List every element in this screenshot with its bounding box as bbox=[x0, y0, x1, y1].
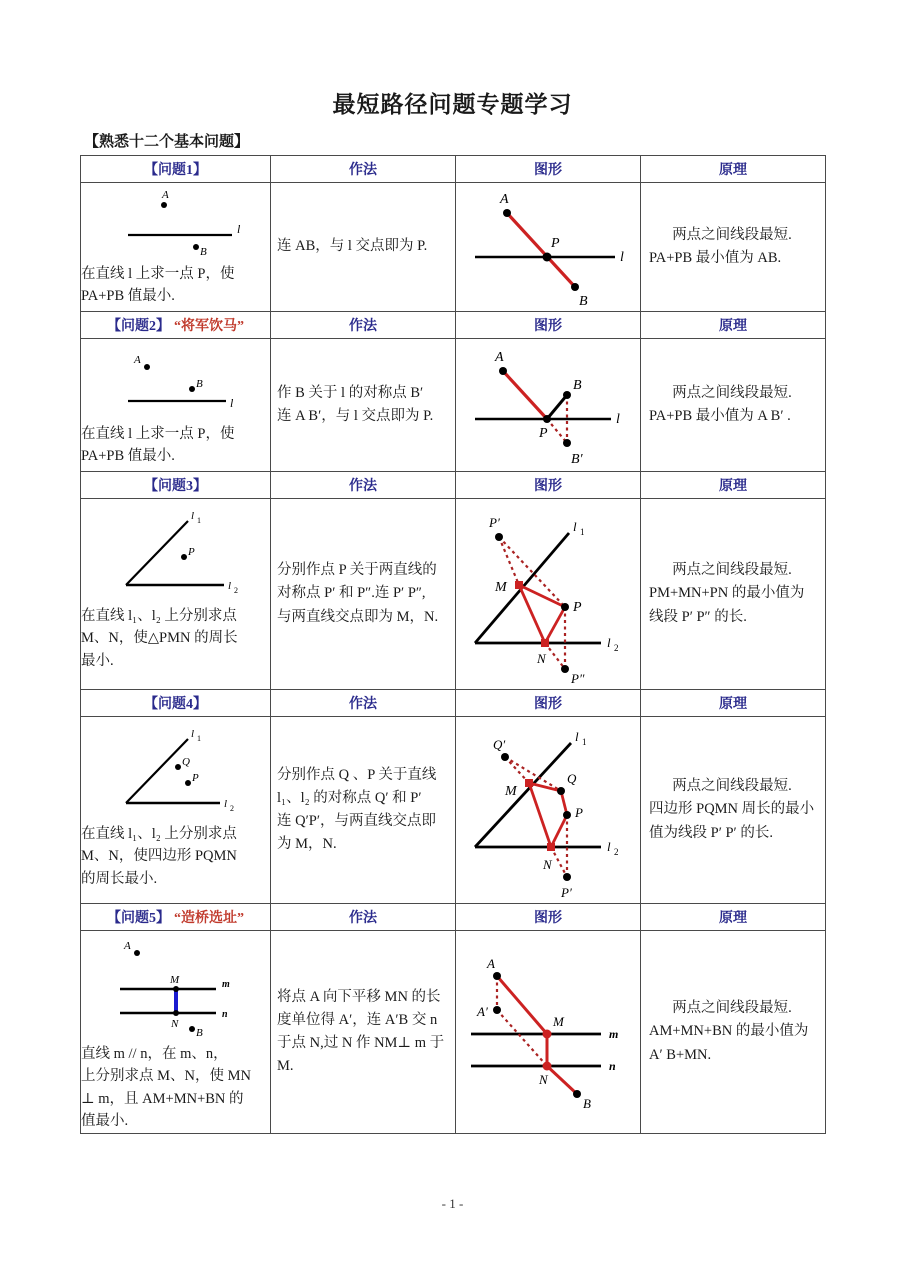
svg-text:P: P bbox=[551, 236, 560, 251]
svg-text:m: m bbox=[608, 1026, 618, 1041]
principle-cell-2 bbox=[641, 339, 826, 472]
svg-text:M: M bbox=[552, 1013, 564, 1029]
statement-text-2: 在直线 l 上求一点 P，使 PA+PB 值最小. bbox=[81, 426, 235, 465]
principle-text-1: 两点之间线段最短. PA+PB 最小值为 AB. bbox=[649, 226, 792, 266]
problem-statement-cell-2 bbox=[81, 339, 271, 472]
svg-text:1: 1 bbox=[581, 737, 586, 747]
method-text-1: 连 AB，与 l 交点即为 P. bbox=[277, 238, 428, 255]
principle-cell-3 bbox=[641, 499, 826, 690]
method-text-2: 作 B 关于 l 的对称点 B′ 连 A B′，与 l 交点即为 P. bbox=[277, 384, 434, 424]
svg-text:Q′: Q′ bbox=[492, 737, 505, 752]
figure-label-l: l bbox=[236, 222, 240, 236]
figure-cell-4 bbox=[456, 717, 641, 904]
svg-text:2: 2 bbox=[229, 804, 234, 813]
figure-cell-5 bbox=[456, 931, 641, 1134]
table-row bbox=[81, 183, 826, 312]
solution-figure-2 bbox=[463, 339, 633, 471]
column-header-figure-2: 图形 bbox=[456, 312, 641, 339]
problem-figure-4 bbox=[81, 717, 270, 821]
svg-text:A: A bbox=[495, 350, 504, 365]
method-text-5: 将点 A 向下平移 MN 的长 度单位得 A′，连 A′B 交 n 于点 N,过 N 作 NM⊥ m 于 M. bbox=[277, 988, 445, 1075]
svg-text:N: N bbox=[536, 651, 546, 666]
principle-text-5: 两点之间线段最短. AM+MN+BN 的最小值为 A′ B+MN. bbox=[649, 1000, 809, 1063]
svg-text:l: l bbox=[223, 798, 227, 810]
statement-text-5: 直线 m // n，在 m、n， 上分别求点 M、N，使 MN ⊥ m，且 AM+MN+BN 的 值最小. bbox=[81, 1046, 251, 1130]
column-header-method-3: 作法 bbox=[271, 472, 456, 499]
svg-text:l: l bbox=[190, 728, 194, 740]
problem-label-3: 【问题3】 bbox=[144, 479, 207, 494]
solution-figure-1 bbox=[463, 183, 633, 311]
svg-text:A: A bbox=[486, 955, 495, 971]
svg-text:Q: Q bbox=[566, 771, 576, 786]
problem-statement-cell-3 bbox=[81, 499, 271, 690]
svg-text:A′: A′ bbox=[476, 1003, 488, 1019]
section-label: 【熟悉十二个基本问题】 bbox=[84, 134, 250, 150]
column-header-figure-5: 图形 bbox=[456, 904, 641, 931]
svg-text:N: N bbox=[542, 857, 552, 872]
problem-statement-cell-4 bbox=[81, 717, 271, 904]
svg-text:M: M bbox=[504, 784, 517, 799]
problem-statement-cell-1 bbox=[81, 183, 271, 312]
method-cell-4 bbox=[271, 717, 456, 904]
svg-text:B: B bbox=[579, 294, 588, 309]
svg-text:l: l bbox=[620, 250, 624, 265]
method-cell-2 bbox=[271, 339, 456, 472]
table-header-row-2 bbox=[81, 312, 826, 339]
column-header-figure-4: 图形 bbox=[456, 690, 641, 717]
method-text-4: 分别作点 Q 、P 关于直线 l₁、l₂ 的对称点 Q′ 和 P′ 连 Q′P′，与两直线交点即 为 M，N. bbox=[277, 766, 437, 853]
principle-text-4: 两点之间线段最短. 四边形 PQMN 周长的最小 值为线段 P′ P′ 的长. bbox=[649, 778, 815, 841]
problem-statement-cell-5 bbox=[81, 931, 271, 1134]
problem-header-3 bbox=[81, 472, 271, 499]
svg-text:P: P bbox=[574, 805, 583, 820]
svg-text:N: N bbox=[170, 1018, 178, 1030]
problem-figure-1 bbox=[81, 183, 270, 261]
svg-text:P′: P′ bbox=[488, 515, 500, 530]
table-row bbox=[81, 931, 826, 1134]
solution-figure-5 bbox=[461, 948, 636, 1116]
method-cell-5 bbox=[271, 931, 456, 1134]
svg-text:P: P bbox=[187, 546, 195, 558]
svg-text:P′: P′ bbox=[560, 885, 572, 900]
column-header-principle-2: 原理 bbox=[641, 312, 826, 339]
svg-text:P″: P″ bbox=[570, 671, 584, 686]
column-header-principle-3: 原理 bbox=[641, 472, 826, 499]
svg-text:A: A bbox=[133, 354, 141, 366]
column-header-method-1: 作法 bbox=[271, 156, 456, 183]
svg-text:B: B bbox=[195, 1027, 203, 1039]
problem-figure-2 bbox=[81, 339, 270, 421]
svg-text:l: l bbox=[574, 729, 579, 744]
svg-text:B: B bbox=[582, 1095, 591, 1111]
svg-text:l: l bbox=[606, 839, 611, 854]
solution-figure-4 bbox=[461, 717, 636, 903]
column-header-principle-1: 原理 bbox=[641, 156, 826, 183]
svg-text:1: 1 bbox=[579, 527, 584, 537]
svg-text:M: M bbox=[494, 580, 507, 595]
svg-text:l: l bbox=[229, 396, 233, 410]
table-header-row-4 bbox=[81, 690, 826, 717]
table-row bbox=[81, 339, 826, 472]
svg-text:B′: B′ bbox=[571, 452, 583, 467]
figure-cell-2 bbox=[456, 339, 641, 472]
svg-text:A: A bbox=[500, 192, 509, 207]
svg-text:2: 2 bbox=[233, 586, 238, 595]
svg-text:P: P bbox=[191, 772, 199, 784]
column-header-method-4: 作法 bbox=[271, 690, 456, 717]
svg-text:2: 2 bbox=[613, 847, 618, 857]
svg-text:l: l bbox=[606, 635, 611, 650]
page-footer: - 1 - bbox=[441, 1196, 464, 1211]
statement-text-4: 在直线 l₁、l₂ 上分别求点 M、N，使四边形 PQMN 的周长最小. bbox=[81, 826, 237, 887]
method-text-3: 分别作点 P 关于两直线的 对称点 P′ 和 P″.连 P′ P″, 与两直线交点即为 M，N. bbox=[277, 562, 439, 625]
figure-cell-3 bbox=[456, 499, 641, 690]
svg-text:n: n bbox=[608, 1058, 616, 1073]
svg-text:l: l bbox=[190, 510, 194, 522]
problems-table bbox=[80, 155, 826, 1134]
svg-text:l: l bbox=[572, 519, 577, 534]
principle-text-3: 两点之间线段最短. PM+MN+PN 的最小值为 线段 P′ P″ 的长. bbox=[649, 562, 805, 625]
table-header-row-5 bbox=[81, 904, 826, 931]
svg-text:P: P bbox=[539, 426, 548, 441]
problem-nickname-5: “造桥选址” bbox=[174, 911, 244, 926]
principle-text-2: 两点之间线段最短. PA+PB 最小值为 A B′ . bbox=[649, 384, 792, 424]
statement-text-3: 在直线 l₁、l₂ 上分别求点 M、N，使△PMN 的周长 最小. bbox=[81, 608, 238, 669]
problem-header-5 bbox=[81, 904, 271, 931]
figure-cell-1 bbox=[456, 183, 641, 312]
principle-cell-1 bbox=[641, 183, 826, 312]
problem-label-1: 【问题1】 bbox=[144, 163, 207, 178]
column-header-figure-3: 图形 bbox=[456, 472, 641, 499]
table-header-row-1 bbox=[81, 156, 826, 183]
page-title: 最短路径问题专题学习 bbox=[332, 92, 573, 117]
svg-text:1: 1 bbox=[196, 734, 201, 743]
svg-text:Q: Q bbox=[181, 756, 190, 768]
column-header-method-2: 作法 bbox=[271, 312, 456, 339]
problem-header-2 bbox=[81, 312, 271, 339]
svg-text:n: n bbox=[221, 1009, 228, 1020]
problem-header-1 bbox=[81, 156, 271, 183]
column-header-method-5: 作法 bbox=[271, 904, 456, 931]
problem-figure-5 bbox=[81, 931, 270, 1041]
svg-text:m: m bbox=[221, 979, 230, 990]
principle-cell-4 bbox=[641, 717, 826, 904]
principle-cell-5 bbox=[641, 931, 826, 1134]
table-row bbox=[81, 717, 826, 904]
svg-text:M: M bbox=[169, 974, 179, 986]
figure-label-A: A bbox=[161, 189, 169, 201]
column-header-principle-4: 原理 bbox=[641, 690, 826, 717]
method-cell-1 bbox=[271, 183, 456, 312]
table-header-row-3 bbox=[81, 472, 826, 499]
svg-text:2: 2 bbox=[613, 643, 618, 653]
svg-text:1: 1 bbox=[196, 516, 201, 525]
column-header-principle-5: 原理 bbox=[641, 904, 826, 931]
problem-label-5: 【问题5】 bbox=[107, 911, 170, 926]
svg-text:l: l bbox=[227, 580, 231, 592]
problem-label-4: 【问题4】 bbox=[144, 697, 207, 712]
problem-header-4 bbox=[81, 690, 271, 717]
problem-nickname-2: “将军饮马” bbox=[174, 319, 244, 334]
svg-text:l: l bbox=[616, 412, 620, 427]
statement-text-1: 在直线 l 上求一点 P，使 PA+PB 值最小. bbox=[81, 266, 235, 305]
svg-text:P: P bbox=[572, 600, 582, 615]
method-cell-3 bbox=[271, 499, 456, 690]
svg-text:A: A bbox=[123, 940, 131, 952]
figure-label-B: B bbox=[199, 246, 207, 258]
solution-figure-3 bbox=[461, 499, 636, 689]
problem-figure-3 bbox=[81, 499, 270, 603]
svg-text:N: N bbox=[538, 1071, 548, 1087]
problem-label-2: 【问题2】 bbox=[107, 319, 170, 334]
table-row bbox=[81, 499, 826, 690]
column-header-figure-1: 图形 bbox=[456, 156, 641, 183]
svg-text:B: B bbox=[195, 378, 203, 390]
svg-text:B: B bbox=[573, 378, 582, 393]
